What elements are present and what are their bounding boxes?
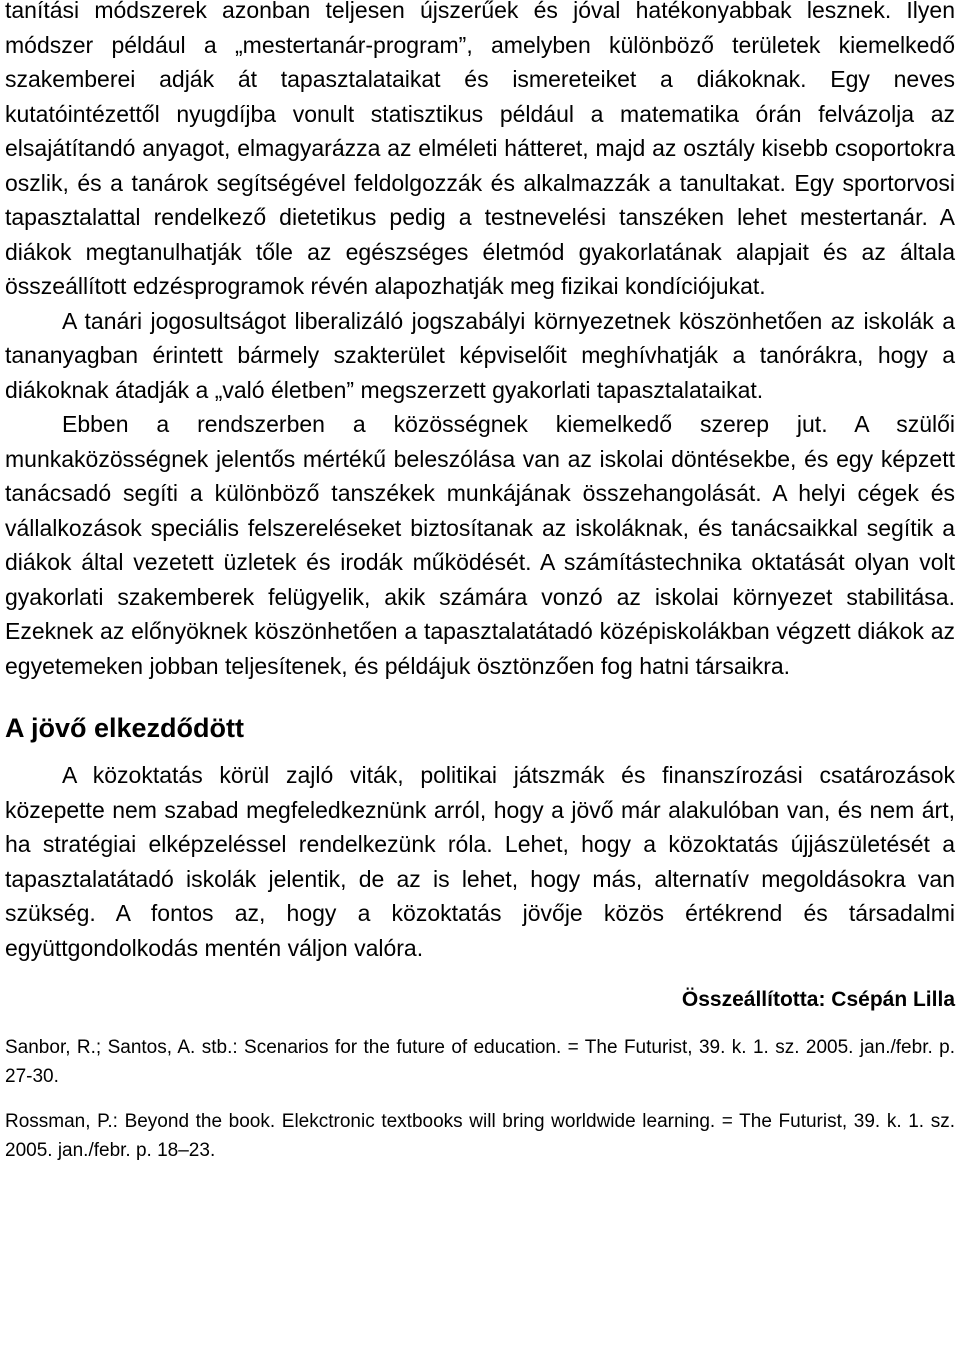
paragraph-mestertanar: tanítási módszerek azonban teljesen újszerűek és jóval hatékonyabbak lesznek. Ilyen módszer például a „mestertanár-program”, amelyben különböző területek kiemelkedő szakemberei adják át tapasztalataikat és ismereteiket a diákoknak. Egy neves kutatóintézettől nyugdíjba vonult statisztikus például a matematika órán felvázolja az elsajátítandó anyagot, elmagyarázza az elméleti hátteret, majd az osztály kisebb csoportokra oszlik, és a tanárok segítségével feldolgozzák és alkalmazzák a tanultakat. Egy sportorvosi tapasztalattal rendelkező dietetikus pedig a testnevelési tanszéken lehet mestertanár. A diákok megtanulhatják tőle az egészséges életmód gyakorlatának alapjait és az általa összeállított edzésprogramok révén alapozhatják meg fizikai kondíciójukat. [5, 0, 955, 299]
paragraph-jogosultsag: A tanári jogosultságot liberalizáló jogszabályi környezetnek köszönhetően az iskolák a tananyagban érintett bármely szakterület képviselőit meghívhatják a tanórákra, hogy a diákoknak átadják a „való életben” megszerzett gyakorlati tapasztalataikat. [5, 307, 955, 403]
compiled-by: Összeállította: Csépán Lilla [681, 988, 955, 1011]
references-list [5, 1033, 955, 1165]
reference-item: Sanbor, R.; Santos, A. stb.: Scenarios for the future of education. = The Futurist, 39. k. 1. sz. 2005. jan./febr. p. 27-30. [5, 1037, 955, 1087]
reference-item: Rossman, P.: Beyond the book. Elekctronic textbooks will bring worldwide learning. = The Futurist, 39. k. 1. sz. 2005. jan./febr. p. 18–23. [5, 1111, 955, 1161]
paragraph-kozosseg: Ebben a rendszerben a közösségnek kiemelkedő szerep jut. A szülői munkaközösségnek jelentős mértékű beleszólása van az iskolai döntésekbe, és egy képzett tanácsadó segíti a különböző tanszékek munkájának összehangolását. A helyi cégek és vállalkozások speciális felszereléseket biztosítanak az iskoláknak, és tanácsaikkal segítik a diákok által vezetett üzletek és irodák működését. A számítástechnika oktatását olyan volt gyakorlati szakemberek felügyelik, akik számára vonzó az iskolai környezet stabilitása. Ezeknek az előnyöknek köszönhetően a tapasztalatátadó középiskolákban végzett diákok az egyetemeken jobban teljesítenek, és példájuk ösztönzően fog hatni társaikra. [5, 411, 955, 679]
section-heading: A jövő elkezdődött [5, 713, 245, 743]
paragraph-jovo: A közoktatás körül zajló viták, politikai játszmák és finanszírozási csatározások közepette nem szabad megfeledkeznünk arról, hogy a jövő már alakulóban van, és nem árt, ha stratégiai elképzeléssel rendelkezünk róla. Lehet, hogy a közoktatás újjászületését a tapasztalatátadó iskolák jelentik, de az is lehet, hogy más, alternatív megoldásokra van szükség. A fontos az, hogy a közoktatás jövője közös értékrend és társadalmi együttgondolkodás mentén váljon valóra. [5, 762, 955, 961]
